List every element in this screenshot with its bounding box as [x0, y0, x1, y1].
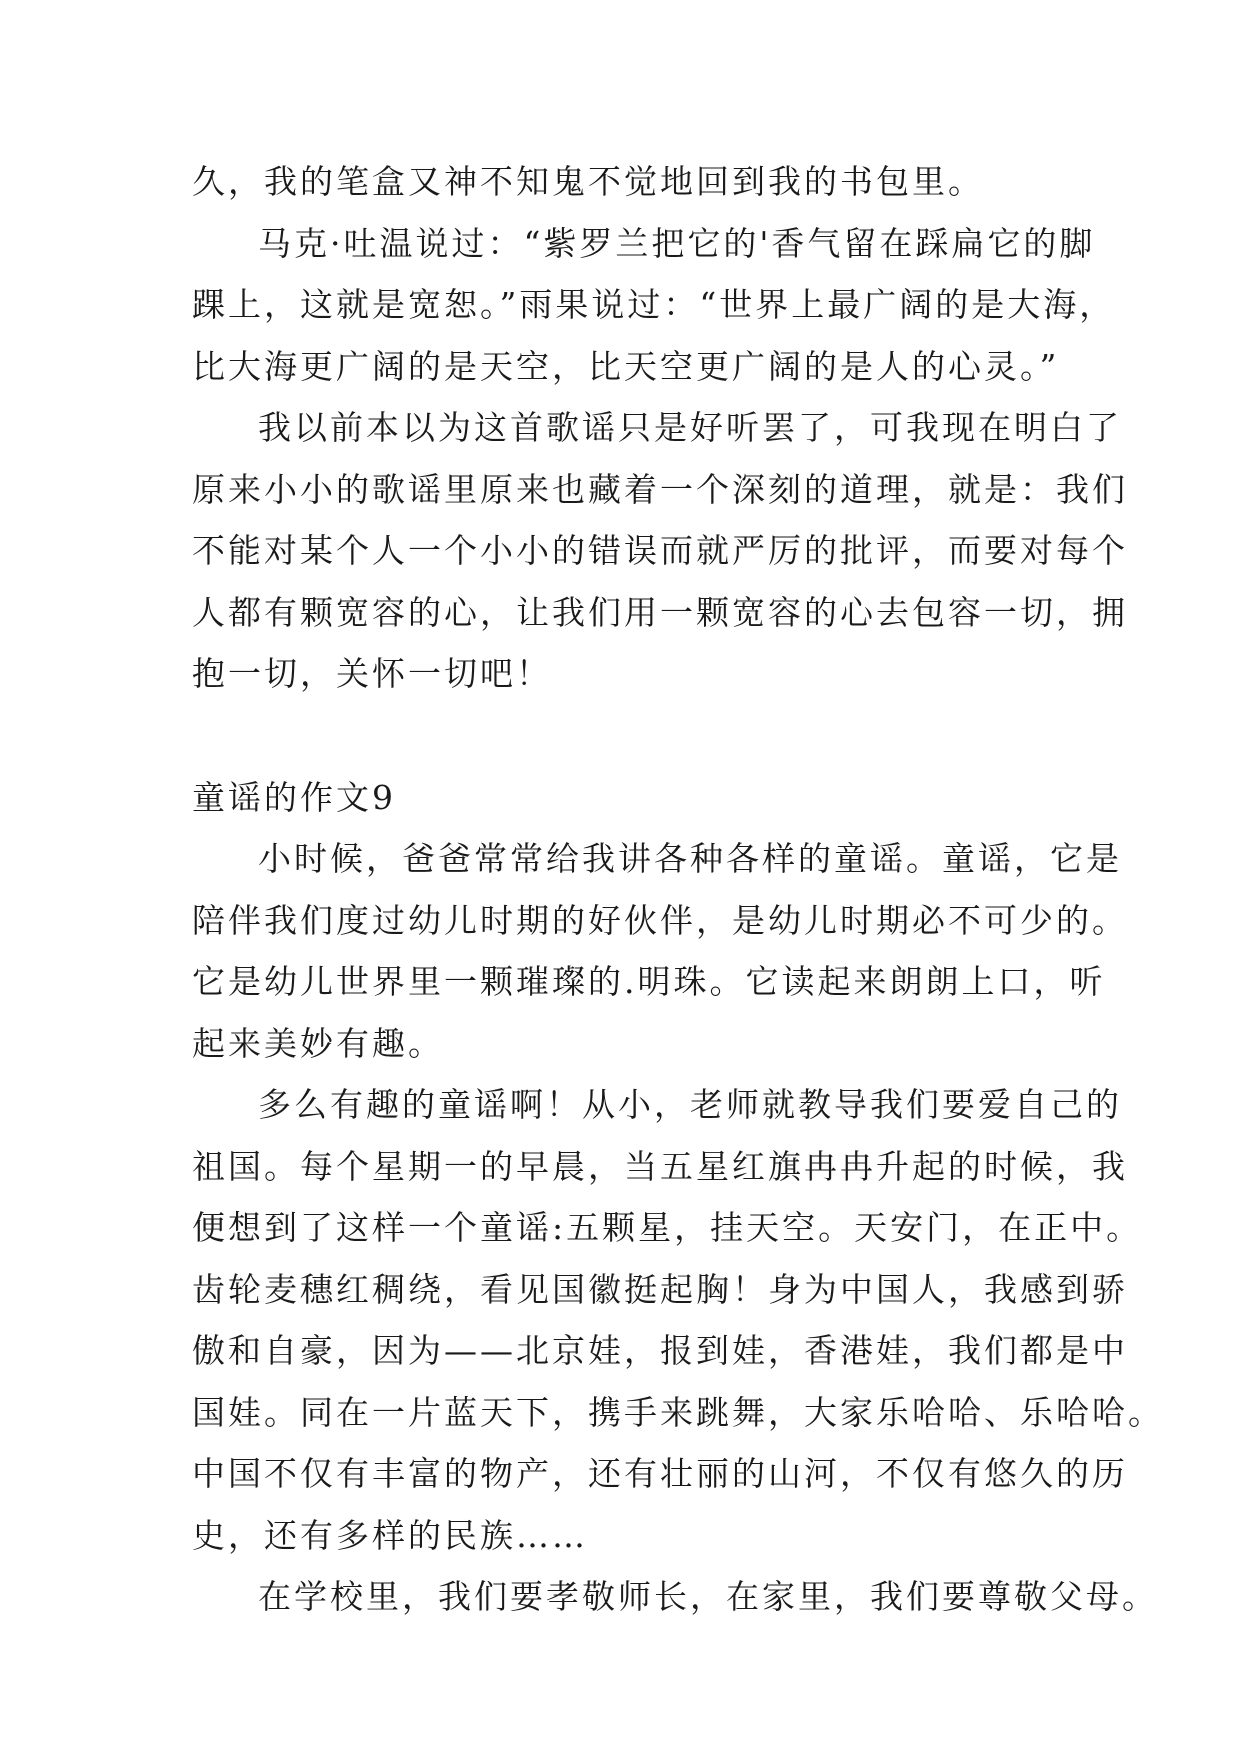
- text-line: 抱一切，关怀一切吧！: [192, 654, 552, 693]
- text-line: 中国不仅有丰富的物产，还有壮丽的山河，不仅有悠久的历: [192, 1454, 1128, 1493]
- text-line: 踝上，这就是宽恕。”雨果说过：“世界上最广阔的是大海，: [192, 285, 1116, 324]
- text-line: 多么有趣的童谣啊！从小，老师就教导我们要爱自己的: [258, 1085, 1122, 1124]
- text-line: 比大海更广阔的是天空，比天空更广阔的是人的心灵。”: [192, 347, 1060, 386]
- text-line: 人都有颗宽容的心，让我们用一颗宽容的心去包容一切，拥: [192, 593, 1128, 632]
- text-line: 便想到了这样一个童谣:五颗星，挂天空。天安门，在正中。: [192, 1208, 1143, 1247]
- text-line: 在学校里，我们要孝敬师长，在家里，我们要尊敬父母。: [258, 1577, 1158, 1616]
- text-line: 我以前本以为这首歌谣只是好听罢了，可我现在明白了: [258, 408, 1122, 447]
- text-line: 小时候，爸爸常常给我讲各种各样的童谣。童谣，它是: [258, 839, 1122, 878]
- text-line: 祖国。每个星期一的早晨，当五星红旗冉冉升起的时候，我: [192, 1147, 1128, 1186]
- text-line: 马克·吐温说过：“紫罗兰把它的'香气留在踩扁它的脚: [258, 224, 1096, 263]
- text-line: 起来美妙有趣。: [192, 1024, 444, 1063]
- section-heading: 童谣的作文9: [192, 778, 396, 817]
- text-line: 史，还有多样的民族……: [192, 1516, 588, 1555]
- text-line: 久，我的笔盒又神不知鬼不觉地回到我的书包里。: [192, 162, 984, 201]
- text-line: 齿轮麦穗红稠绕，看见国徽挺起胸！身为中国人，我感到骄: [192, 1270, 1128, 1309]
- text-line: 陪伴我们度过幼儿时期的好伙伴，是幼儿时期必不可少的。: [192, 901, 1128, 940]
- text-line: 它是幼儿世界里一颗璀璨的.明珠。它读起来朗朗上口，听: [192, 962, 1106, 1001]
- text-line: 不能对某个人一个小小的错误而就严厉的批评，而要对每个: [192, 531, 1128, 570]
- text-line: 原来小小的歌谣里原来也藏着一个深刻的道理，就是：我们: [192, 470, 1128, 509]
- text-line: 傲和自豪，因为——北京娃，报到娃，香港娃，我们都是中: [192, 1331, 1128, 1370]
- text-line: 国娃。同在一片蓝天下，携手来跳舞，大家乐哈哈、乐哈哈。: [192, 1393, 1164, 1432]
